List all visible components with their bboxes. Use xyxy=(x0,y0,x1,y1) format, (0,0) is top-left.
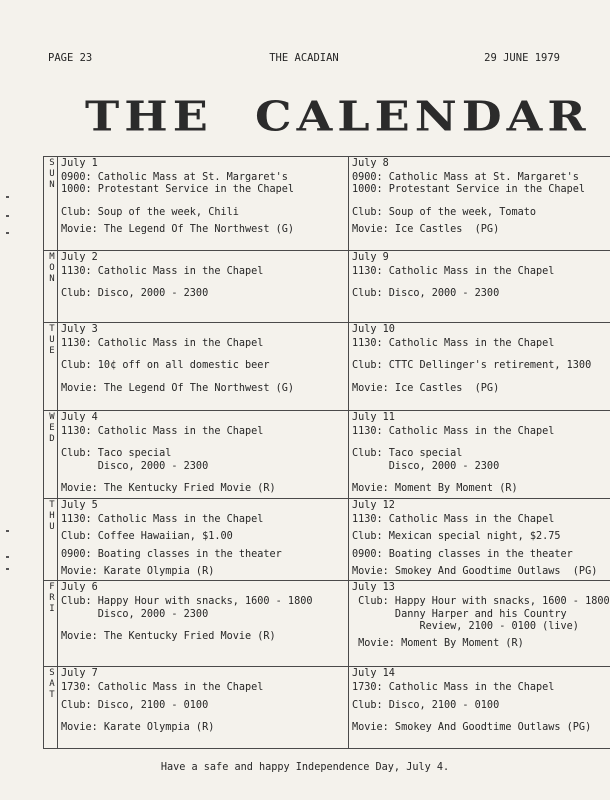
event-line: Club: Mexican special night, $2.75 xyxy=(352,531,561,543)
cell-date: July 3 xyxy=(61,324,98,335)
event-line: Disco, 2000 - 2300 xyxy=(61,460,209,472)
event-line: Club: 10¢ off on all domestic beer xyxy=(61,360,270,372)
event-line: Movie: Ice Castles (PG) xyxy=(352,223,500,235)
scan-mark xyxy=(6,530,9,532)
event-line: Club: CTTC Dellinger's retirement, 1300 xyxy=(352,360,592,372)
calendar-row-thu xyxy=(44,499,610,581)
event-line: 1130: Catholic Mass in the Chapel xyxy=(352,514,555,526)
calendar-cell xyxy=(58,251,349,323)
calendar-table xyxy=(43,156,610,749)
day-label-cell xyxy=(44,411,58,499)
event-line: 1130: Catholic Mass in the Chapel xyxy=(352,426,555,438)
cell-date: July 7 xyxy=(61,668,98,680)
cell-date: July 14 xyxy=(352,668,395,680)
event-line: Club: Disco, 2000 - 2300 xyxy=(352,288,500,300)
cell-date: July 5 xyxy=(61,500,98,511)
event-line: Disco, 2000 - 2300 xyxy=(352,460,500,472)
day-label-cell xyxy=(44,667,58,749)
calendar-cell xyxy=(349,411,610,499)
event-line: Disco, 2000 - 2300 xyxy=(61,608,209,620)
calendar-cell xyxy=(58,323,349,411)
cell-date: July 9 xyxy=(352,252,389,263)
event-line: 0900: Boating classes in the theater xyxy=(352,548,573,560)
scan-mark xyxy=(6,568,9,570)
event-line: Club: Coffee Hawaiian, $1.00 xyxy=(61,531,233,543)
event-line: 1000: Protestant Service in the Chapel xyxy=(352,184,586,196)
calendar-cell xyxy=(58,581,349,667)
day-label: SAT xyxy=(49,668,55,701)
calendar-row-sat xyxy=(44,667,610,749)
scan-mark xyxy=(6,556,9,558)
event-line: Club: Soup of the week, Chili xyxy=(61,206,239,218)
day-label: TUE xyxy=(49,324,55,356)
event-line: Movie: The Legend Of The Northwest (G) xyxy=(61,382,295,394)
event-line: Movie: Smokey And Goodtime Outlaws (PG) xyxy=(352,565,598,577)
calendar-cell xyxy=(58,411,349,499)
cell-date: July 6 xyxy=(61,582,98,594)
event-line: 1130: Catholic Mass in the Chapel xyxy=(352,266,555,278)
calendar-cell xyxy=(349,581,610,667)
calendar-cell xyxy=(349,323,610,411)
event-line: Movie: Ice Castles (PG) xyxy=(352,382,500,394)
day-label: WED xyxy=(49,412,55,444)
day-label-cell xyxy=(44,157,58,251)
event-line: Review, 2100 - 0100 (live) xyxy=(352,620,579,632)
day-label-cell xyxy=(44,499,58,581)
event-line: Movie: Karate Olympia (R) xyxy=(61,565,215,577)
event-line: Club: Happy Hour with snacks, 1600 - 1800 xyxy=(61,596,313,608)
calendar-cell xyxy=(349,157,610,251)
calendar-cell xyxy=(349,667,610,749)
scan-mark xyxy=(6,215,9,217)
day-label: MON xyxy=(49,252,55,284)
event-line: Movie: Moment By Moment (R) xyxy=(352,638,524,650)
cell-date: July 1 xyxy=(61,158,98,169)
scan-mark xyxy=(6,232,9,234)
day-label-cell xyxy=(44,251,58,323)
masthead-word-calendar: CALENDAR xyxy=(255,91,591,141)
cell-date: July 2 xyxy=(61,252,98,263)
day-label: FRI xyxy=(49,582,55,615)
event-line: 1730: Catholic Mass in the Chapel xyxy=(352,682,555,694)
event-line: 1730: Catholic Mass in the Chapel xyxy=(61,682,264,694)
calendar-cell xyxy=(349,251,610,323)
day-label: SUN xyxy=(49,158,55,190)
event-line: Movie: The Kentucky Fried Movie (R) xyxy=(61,482,276,494)
event-line: Club: Disco, 2100 - 0100 xyxy=(61,699,209,711)
calendar-cell xyxy=(58,667,349,749)
issue-date: 29 JUNE 1979 xyxy=(484,52,560,64)
event-line: 0900: Boating classes in the theater xyxy=(61,548,282,560)
day-label: THU xyxy=(49,500,55,532)
event-line: Danny Harper and his Country xyxy=(352,608,567,620)
event-line: 0900: Catholic Mass at St. Margaret's xyxy=(61,172,288,184)
day-label-cell xyxy=(44,581,58,667)
calendar-cell xyxy=(58,157,349,251)
event-line: Movie: Karate Olympia (R) xyxy=(61,721,215,733)
event-line: 1130: Catholic Mass in the Chapel xyxy=(61,514,264,526)
event-line: Movie: Smokey And Goodtime Outlaws (PG) xyxy=(352,721,592,733)
event-line: 1130: Catholic Mass in the Chapel xyxy=(61,338,264,350)
event-line: Club: Happy Hour with snacks, 1600 - 1800 xyxy=(352,596,610,608)
cell-date: July 12 xyxy=(352,500,395,511)
event-line: Movie: The Legend Of The Northwest (G) xyxy=(61,223,295,235)
event-line: 1000: Protestant Service in the Chapel xyxy=(61,184,295,196)
publication-name: THE ACADIAN xyxy=(269,52,339,64)
event-line: 1130: Catholic Mass in the Chapel xyxy=(61,426,264,438)
scan-mark xyxy=(6,196,9,198)
masthead-word-the: THE xyxy=(85,91,213,141)
cell-date: July 10 xyxy=(352,324,395,335)
calendar-row-mon xyxy=(44,251,610,323)
page-header xyxy=(48,52,560,68)
event-line: Movie: The Kentucky Fried Movie (R) xyxy=(61,630,276,642)
day-label-cell xyxy=(44,323,58,411)
calendar-row-tue xyxy=(44,323,610,411)
event-line: Club: Soup of the week, Tomato xyxy=(352,206,537,218)
cell-date: July 13 xyxy=(352,582,395,594)
event-line: Club: Disco, 2100 - 0100 xyxy=(352,699,500,711)
event-line: Club: Taco special xyxy=(61,448,172,460)
event-line: Club: Taco special xyxy=(352,448,463,460)
calendar-masthead xyxy=(0,90,610,142)
event-line: 0900: Catholic Mass at St. Margaret's xyxy=(352,172,579,184)
event-line: Movie: Moment By Moment (R) xyxy=(352,482,518,494)
footer-note: Have a safe and happy Independence Day, July 4. xyxy=(160,762,450,773)
event-line: 1130: Catholic Mass in the Chapel xyxy=(352,338,555,350)
event-line: Club: Disco, 2000 - 2300 xyxy=(61,288,209,300)
cell-date: July 8 xyxy=(352,158,389,169)
cell-date: July 4 xyxy=(61,412,98,423)
calendar-cell xyxy=(349,499,610,581)
calendar-row-sun xyxy=(44,157,610,251)
calendar-cell xyxy=(58,499,349,581)
page-number: PAGE 23 xyxy=(48,52,93,64)
calendar-row-fri xyxy=(44,581,610,667)
event-line: 1130: Catholic Mass in the Chapel xyxy=(61,266,264,278)
calendar-row-wed xyxy=(44,411,610,499)
cell-date: July 11 xyxy=(352,412,395,423)
